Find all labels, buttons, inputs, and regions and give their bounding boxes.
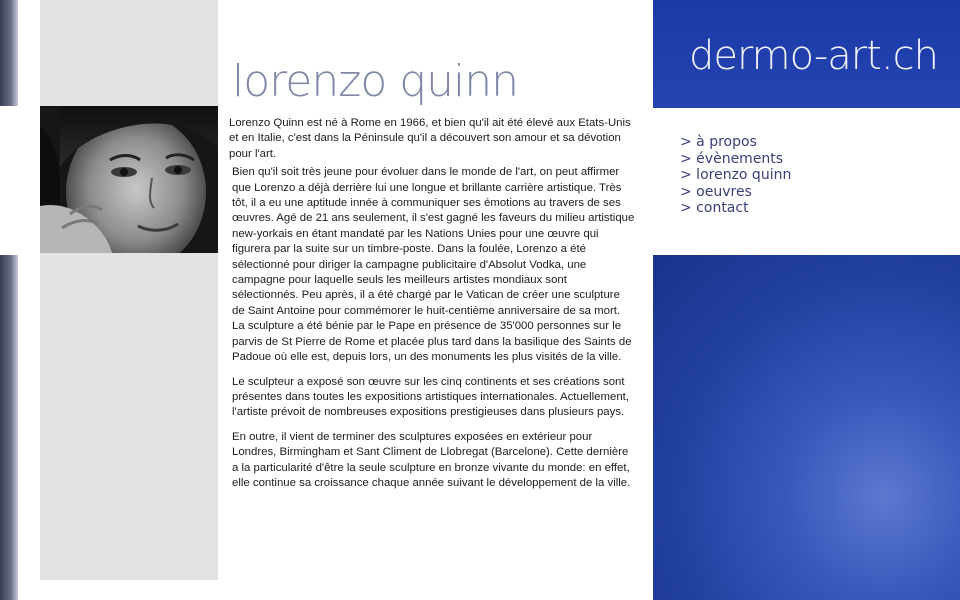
left-edge-decoration <box>0 0 18 106</box>
decorative-blue-panel <box>653 255 960 600</box>
article-paragraph: Le sculpteur a exposé son œuvre sur les cinq continents et ses créations sont présentes dans toutes les expositions artistiques internationales. Actuellement, l'artiste prévoit de nombreuses expositions prestigieuses dans plusieurs pays. <box>232 375 630 419</box>
left-grey-column <box>40 0 218 580</box>
left-edge-decoration <box>0 255 18 600</box>
article-body <box>229 116 635 500</box>
artist-portrait-photo <box>40 106 218 253</box>
article-paragraph: Bien qu'il soit très jeune pour évoluer dans le monde de l'art, on peut affirmer que Lorenzo a déjà derrière lui une longue et brillante carrière artistique. Très tôt, il a eu une aptitude innée à communiquer ses émotions au travers de ses œuvres. Agé de 21 ans seulement, il s'est gagné les faveurs du milieu artistique new-yorkais en étant mandaté par les Nations Unies pour une œuvre qui figurera par la suite sur un timbre-poste. Dans la foulée, Lorenzo a été sélectionné pour diriger la campagne publicitaire d'Absolut Vodka, une campagne pour laquelle seuls les meilleurs artistes mondiaux sont sélectionnés. Peu après, il a été chargé par le Vatican de créer une sculpture de Saint Antoine pour commémorer le huit-centième anniversaire de sa mort. La sculpture a été bénie par le Pape en présence de 35'000 personnes sur le parvis de St Pierre de Rome et placée plus tard dans la basilique des Saints de Padoue où elle est, depuis lors, un des monuments les plus visités de la ville. <box>232 166 635 364</box>
article-paragraph: En outre, il vient de terminer des sculptures exposées en extérieur pour Londres, Birmingham et Sant Climent de Llobregat (Barcelone). Cette dernière a la particularité d'être la seule sculpture en bronze vivante du monde: en effet, elle continue sa croissance chaque année suivant le développement de la ville. <box>232 430 631 489</box>
page-title: lorenzo quinn <box>232 56 519 107</box>
nav-item-evenements[interactable]: > évènements <box>680 150 784 167</box>
nav-item-lorenzo-quinn[interactable]: > lorenzo quinn <box>680 167 792 184</box>
portrait-image <box>40 106 218 253</box>
header-brand-panel <box>653 0 960 108</box>
article-paragraph: Lorenzo Quinn est né à Rome en 1966, et bien qu'il ait été élevé aux Etats-Unis et en Italie, c'est dans la Péninsule qu'il a découvert son amour et sa dévotion pour l'art. <box>229 117 631 160</box>
nav-item-oeuvres[interactable]: > oeuvres <box>680 183 752 200</box>
main-navigation <box>680 134 791 217</box>
site-brand-logo[interactable]: dermo-art.ch <box>688 33 938 79</box>
nav-item-a-propos[interactable]: > à propos <box>680 134 757 150</box>
nav-item-contact[interactable]: > contact <box>680 200 749 217</box>
